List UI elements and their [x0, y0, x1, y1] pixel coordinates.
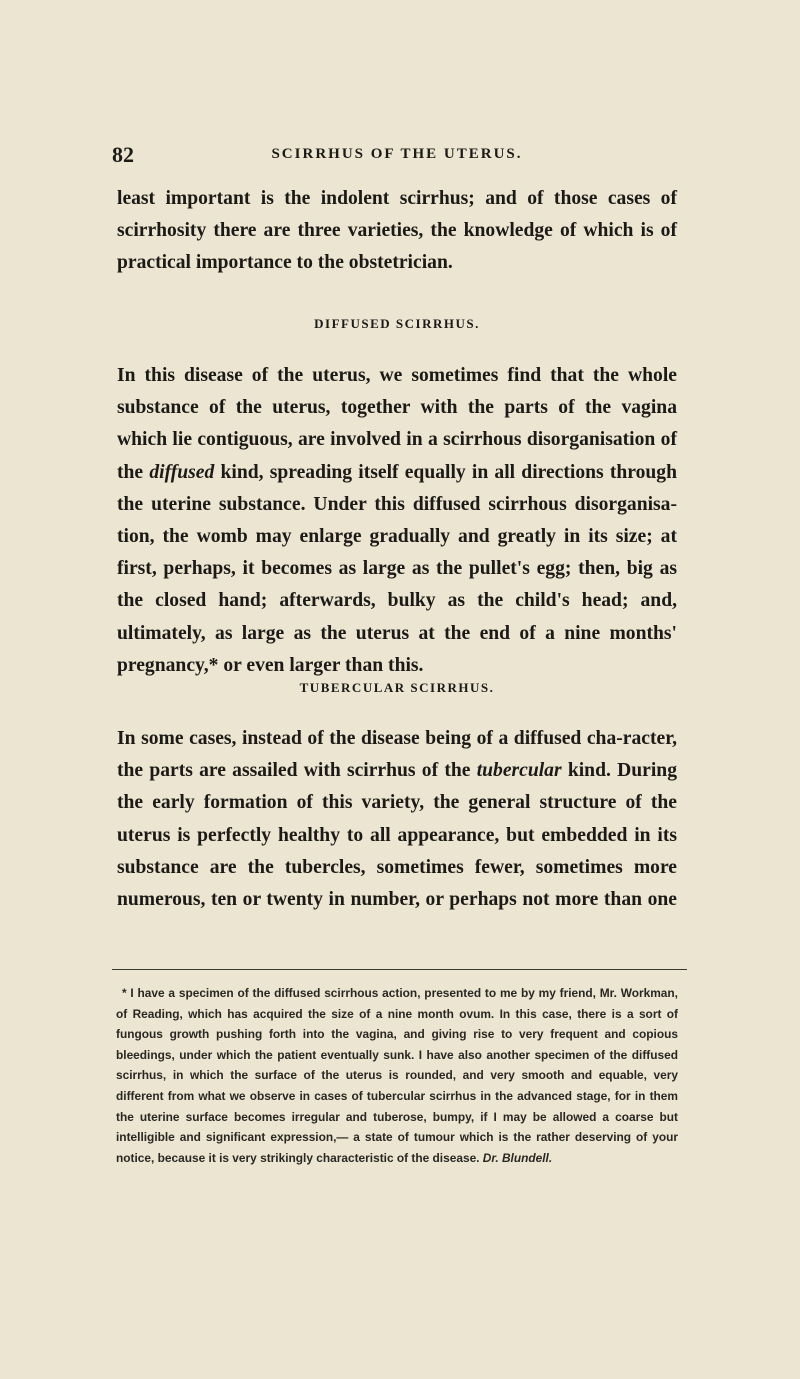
- intro-paragraph: least important is the indolent scirrhus; and of those cases of scirrhosity there are three varieties, the knowledge of which is of practical importance to the obstetrician.: [117, 188, 677, 274]
- paragraph-text: kind, spreading itself equally in all directions through the uterine substance. Under this diffused scirrhous disorganisa-tion, the womb may enlarge gradually and greatly in its size; at first, perhaps, it becomes as large as the pullet's egg; then, big as the closed hand; afterwards, bulky as the child's head; and, ultimately, as large as the uterus at the end of a nine months' pregnancy,* or even larger than this.: [117, 461, 678, 676]
- footnote-marker: *: [121, 986, 127, 1000]
- paragraph-tubercular: [117, 723, 677, 916]
- footnote-text: I have a specimen of the diffused scirrhous action, presented to me by my friend, Mr. Workman, of Reading, which has acquired the size of a nine month ovum. In this case, there is a sort of fungous growth pushing forth into the vagina, and giving rise to very frequent and copious bleedings, under which the patient eventually sunk. I have also another specimen of the diffused scirrhus, in which the surface of the uterus is rounded, and very smooth and equable, very different from what we observe in cases of tubercular scirrhus in the advanced stage, for in them the uterine surface becomes irregular and tuberose, bumpy, if I may be allowed a coarse but intelligible and significant expression,— a state of tumour which is the rather deserving of your notice, because it is very strikingly characteristic of the disease.: [116, 986, 678, 1165]
- section-heading-diffused: DIFFUSED SCIRRHUS.: [314, 316, 480, 331]
- emphasis-tubercular: tubercular: [476, 760, 562, 782]
- paragraph-diffused: [117, 360, 677, 682]
- footnote-attribution: Dr. Blundell.: [482, 1150, 553, 1165]
- paragraph-text: kind. During the early formation of this variety, the general structure of the uterus is perfectly healthy to all appearance, but embedded in its substance are the tubercles, sometimes fewer, sometimes more numerous, ten or twenty in number, or perhaps not more than one: [117, 760, 677, 911]
- paragraph-text: In some cases, instead of the disease being of a diffused cha-racter, the parts are assailed with scirrhus of the: [117, 728, 677, 782]
- footnote-divider: [112, 969, 687, 970]
- running-head: SCIRRHUS OF THE UTERUS.: [271, 146, 523, 162]
- section-heading-tubercular: TUBERCULAR SCIRRHUS.: [299, 680, 495, 695]
- emphasis-diffused: diffused: [149, 461, 215, 483]
- footnote: [116, 983, 678, 1168]
- paragraph-text: In this disease of the uterus, we sometimes find that the whole substance of the uterus, together with the parts of the vagina which lie contiguous, are involved in a scirrhous disorganisation of the: [117, 365, 677, 483]
- page-header: [112, 142, 682, 168]
- page-number: 82: [112, 142, 134, 167]
